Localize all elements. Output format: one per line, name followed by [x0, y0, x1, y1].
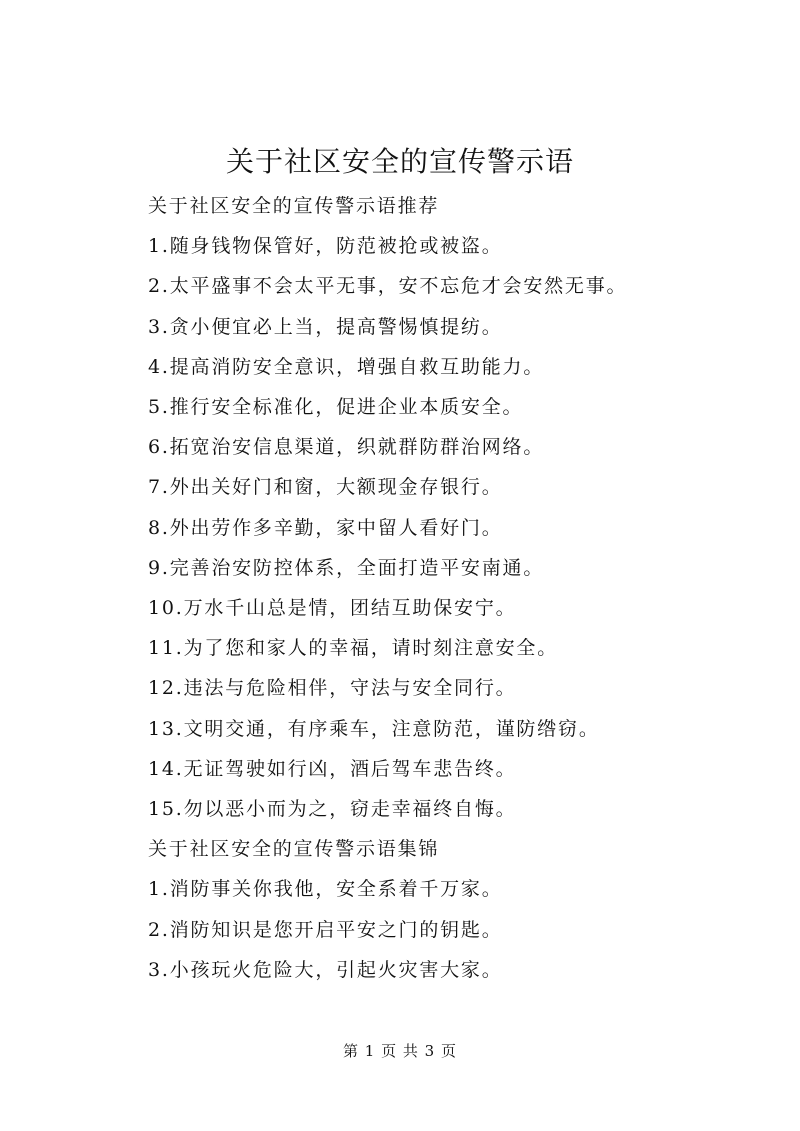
slogan-line: 3.贪小便宜必上当，提高警惕慎提纺。: [148, 315, 503, 338]
slogan-line: 10.万水千山总是情，团结互助保安宁。: [148, 597, 517, 620]
slogan-line: 14.无证驾驶如行凶，酒后驾车悲告终。: [148, 757, 517, 780]
page-title: 关于社区安全的宣传警示语: [225, 145, 574, 178]
slogan-line: 11.为了您和家人的幸福，请时刻注意安全。: [148, 637, 559, 660]
slogan-line: 2.太平盛事不会太平无事，安不忘危才会安然无事。: [148, 275, 628, 298]
slogan-line: 7.外出关好门和窗，大额现金存银行。: [148, 476, 503, 499]
slogan-line: 6.拓宽治安信息渠道，织就群防群治网络。: [148, 436, 545, 459]
slogan-line: 15.勿以恶小而为之，窃走幸福终自悔。: [148, 798, 517, 821]
slogan-line: 12.违法与危险相伴，守法与安全同行。: [148, 677, 517, 700]
section-heading-collection: 关于社区安全的宣传警示语集锦: [148, 838, 440, 861]
section-heading-recommend: 关于社区安全的宣传警示语推荐: [148, 195, 440, 217]
slogan-line: 9.完善治安防控体系，全面打造平安南通。: [148, 556, 545, 579]
page-footer: 第 1 页 共 3 页: [343, 1042, 457, 1060]
slogan-line: 8.外出劳作多辛勤，家中留人看好门。: [148, 516, 503, 539]
slogan-line: 13.文明交通，有序乘车，注意防范，谨防绺窃。: [148, 717, 600, 740]
slogan-line: 3.小孩玩火危险大，引起火灾害大家。: [148, 958, 503, 981]
slogan-line: 1.消防事关你我他，安全系着千万家。: [148, 878, 503, 901]
slogan-line: 1.随身钱物保管好，防范被抢或被盗。: [148, 235, 503, 258]
slogan-line: 2.消防知识是您开启平安之门的钥匙。: [148, 918, 503, 941]
slogan-line: 5.推行安全标准化，促进企业本质安全。: [148, 396, 524, 419]
slogan-line: 4.提高消防安全意识，增强自救互助能力。: [148, 355, 545, 378]
document-body: [148, 186, 768, 990]
